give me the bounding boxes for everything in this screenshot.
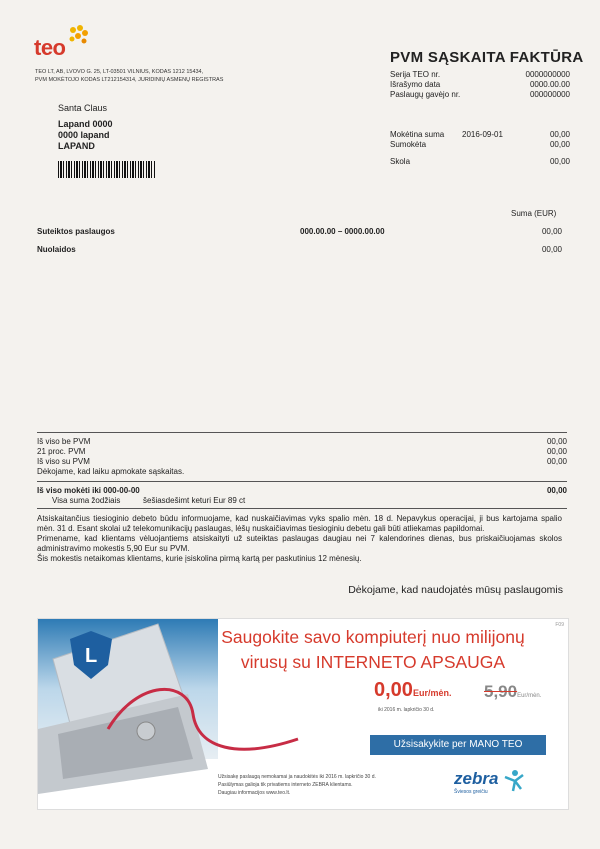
- meta-label: Paslaugų gavėjo nr.: [390, 90, 461, 99]
- service-label: Suteiktos paslaugos: [37, 227, 115, 236]
- logo-wordmark: teo: [34, 35, 66, 60]
- ad-banner[interactable]: [37, 618, 569, 810]
- service-row: [37, 227, 562, 239]
- total-row: [37, 457, 567, 467]
- banner-code: F09: [555, 622, 564, 628]
- meta-label: Serija TEO nr.: [390, 70, 441, 79]
- meta-value: 000000000: [529, 90, 570, 99]
- recipient-name: Santa Claus: [58, 103, 108, 113]
- brand-tagline: Šviesos greičiu: [454, 789, 488, 795]
- meta-row-customer: [390, 90, 570, 100]
- meta-value: 0000.00.00: [529, 80, 570, 89]
- price-new-unit: Eur/mėn.: [412, 688, 452, 698]
- note-exemption: Šis mokestis netaikomas klientams, kurie įsiskolina pirmą kartą per paskutinius 12 mėnesių.: [37, 554, 362, 563]
- teo-logo: [33, 22, 93, 62]
- service-value: 00,00: [541, 227, 562, 236]
- banner-footer-line-3: Daugiau informacijos www.teo.lt.: [218, 790, 291, 796]
- banner-headline-1: Saugokite savo kompiuterį nuo milijonų: [221, 627, 525, 647]
- total-label: Iš viso su PVM: [37, 457, 90, 466]
- price-old-unit: Eur/mėn.: [517, 693, 542, 699]
- banner-footer: [218, 773, 488, 797]
- recipient-address-2: 0000 lapand: [58, 130, 110, 140]
- divider: [37, 481, 567, 482]
- svg-text:L: L: [85, 645, 98, 667]
- words-value: šešiasdešimt keturi Eur 89 ct: [143, 496, 246, 505]
- divider: [37, 508, 567, 509]
- price-new-value: 0,00: [374, 679, 413, 701]
- recipient-address-3: LAPAND: [58, 141, 95, 151]
- grand-total-label: Iš viso mokėti iki 000-00-00: [37, 486, 140, 495]
- debt-value: 00,00: [549, 157, 570, 166]
- grand-total-value: 00,00: [546, 486, 567, 495]
- total-value: 00,00: [546, 447, 567, 456]
- barcode: [58, 161, 156, 178]
- paid-value: 00,00: [549, 140, 570, 149]
- discount-label: Nuolaidos: [37, 245, 76, 254]
- total-row: [37, 447, 567, 457]
- zebra-figure-icon: [501, 769, 525, 793]
- banner-headline-2: virusų su INTERNETO APSAUGA: [240, 652, 506, 672]
- sum-header: Suma (EUR): [511, 209, 557, 218]
- meta-value: 0000000000: [525, 70, 570, 79]
- due-label: Mokėtina suma: [390, 130, 445, 139]
- price-old-value: 5,90: [484, 682, 518, 701]
- company-info: [35, 69, 255, 84]
- banner-footer-line-1: Užsisakę paslaugą nemokamai ja naudokitės iki 2016 m. lapkričio 30 d.: [218, 774, 376, 780]
- total-value: 00,00: [546, 457, 567, 466]
- note-direct-debit: Atsiskaitančius tiesioginio debeto būdu informuojame, kad nuskaičiavimas vyks spalio mėn. 18 d. Nepavykus operacijai, ji bus kartojama spalio mėn. 31 d. Esant skolai už telekomunikacijų paslaugas, lėšų nuskaičiavimas tiesioginiu debetu gali būti atliekamas papildomai.: [37, 514, 562, 533]
- meta-row-series: [390, 70, 570, 80]
- note-late-fee: Primename, kad klientams vėluojantiems atsiskaityti už suteiktas paslaugas daugiau nei 7 kalendorines dienas, bus priskaičiuojamas skolos administravimo mokestis 5,90 Eur su PVM.: [37, 534, 562, 553]
- debt-row: [390, 157, 570, 167]
- price-old: [484, 682, 541, 702]
- due-date: 2016-09-01: [462, 130, 503, 139]
- invoice-meta: [390, 70, 570, 100]
- thanks-pay: Dėkojame, kad laiku apmokate sąskaitas.: [37, 467, 185, 476]
- company-line-2: PVM MOKĖTOJO KODAS LT212154314, JURIDINIŲ ASMENŲ REGISTRAS: [35, 76, 224, 83]
- discount-row: [37, 245, 562, 257]
- divider: [37, 432, 567, 433]
- debt-label: Skola: [390, 157, 411, 166]
- total-row: [37, 437, 567, 447]
- totals: [37, 437, 567, 477]
- notes: [37, 514, 562, 564]
- brand-name: zebra: [454, 769, 499, 788]
- total-label: 21 proc. PVM: [37, 447, 86, 456]
- total-value: 00,00: [546, 437, 567, 446]
- order-button[interactable]: Užsisakykite per MANO TEO: [370, 735, 546, 755]
- shield-icon: [68, 629, 114, 681]
- grand-total-row: [37, 486, 567, 496]
- price-valid-until: iki 2016 m. lapkričio 30 d.: [378, 707, 435, 713]
- thanks-message: Dėkojame, kad naudojatės mūsų paslaugomis: [348, 584, 563, 596]
- meta-label: Išrašymo data: [390, 80, 441, 89]
- due-value: 00,00: [549, 130, 570, 139]
- total-label: Iš viso be PVM: [37, 437, 91, 446]
- service-period: 000.00.00 – 0000.00.00: [300, 227, 385, 236]
- document-title: PVM SĄSKAITA FAKTŪRA: [390, 49, 584, 66]
- price-new: [374, 679, 451, 702]
- meta-row-date: [390, 80, 570, 90]
- zebra-logo: [454, 769, 525, 795]
- company-line-1: TEO LT, AB, LVOVO G. 25, LT-03501 VILNIUS, KODAS 1212 15434,: [35, 69, 204, 75]
- banner-footer-line-2: Pasiūlymas galioja tik privatiems interneto ZEBRA klientams.: [218, 782, 353, 788]
- paid-label: Sumokėta: [390, 140, 427, 149]
- words-label: Visa suma žodžiais: [52, 496, 121, 505]
- recipient-address-1: Lapand 0000: [58, 119, 113, 129]
- discount-value: 00,00: [541, 245, 562, 254]
- recipient: [58, 103, 113, 152]
